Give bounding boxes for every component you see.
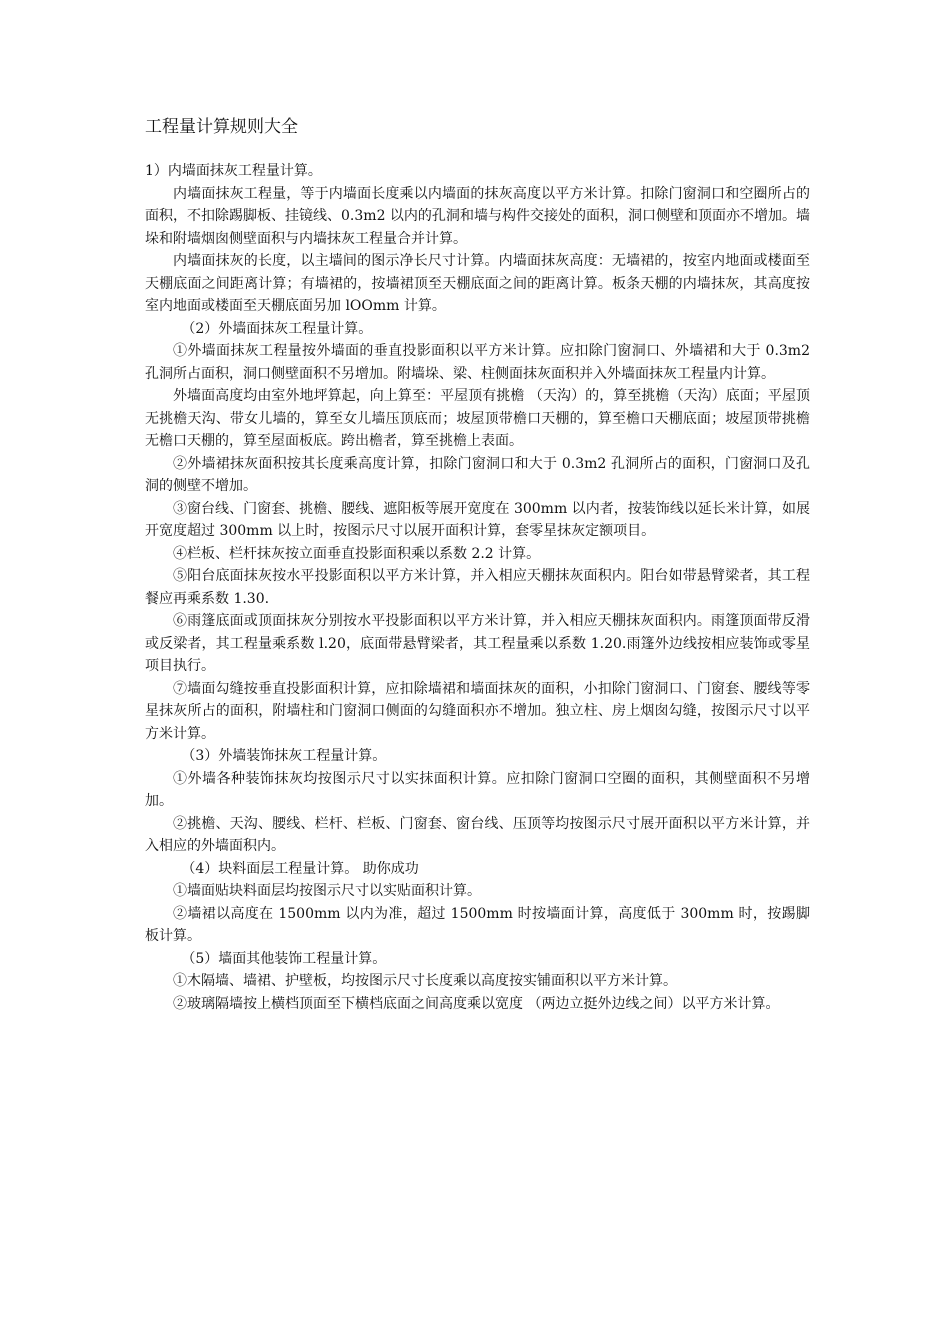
- body-paragraph: ①木隔墙、墙裙、护壁板，均按图示尺寸长度乘以高度按实铺面积以平方米计算。: [173, 973, 677, 989]
- body-paragraph: ②墙裙以高度在 1500mm 以内为准，超过 1500mm 时按墙面计算，高度低于 300mm 时，按踢脚板计算。: [145, 905, 810, 944]
- document-body: [145, 160, 810, 1015]
- body-paragraph: ⑤阳台底面抹灰按水平投影面积以平方米计算，并入相应天棚抹灰面积内。阳台如带悬臂梁者，其工程餐应再乘系数 1.30.: [145, 568, 810, 607]
- body-paragraph: ⑦墙面勾缝按垂直投影面积计算，应扣除墙裙和墙面抹灰的面积，小扣除门窗洞口、门窗套、腰线等零星抹灰所占的面积，附墙柱和门窗洞口侧面的勾缝面积亦不增加。独立柱、房上烟囱勾缝，按图示尺寸以平方米计算。: [145, 680, 810, 742]
- body-paragraph: ①外墙面抹灰工程量按外墙面的垂直投影面积以平方米计算。应扣除门窗洞口、外墙裙和大于 0.3m2 孔洞所占面积，洞口侧壁面积不另增加。附墙垛、梁、柱侧面抹灰面积并入外墙面抹灰工程量内计算。: [145, 343, 810, 382]
- body-paragraph: ⑥雨篷底面或顶面抹灰分别按水平投影面积以平方米计算，并入相应天棚抹灰面积内。雨篷顶面带反滑或反梁者，其工程量乘系数 l.20，底面带悬臂梁者，其工程量乘以系数 1.20.雨篷外边线按相应装饰或零星项目执行。: [145, 613, 810, 674]
- body-paragraph: （2）外墙面抹灰工程量计算。: [181, 320, 373, 337]
- body-paragraph: （3）外墙装饰抹灰工程量计算。: [181, 748, 387, 764]
- body-paragraph: ④栏板、栏杆抹灰按立面垂直投影面积乘以系数 2.2 计算。: [173, 545, 541, 562]
- body-paragraph: 1）内墙面抹灰工程量计算。: [145, 163, 322, 179]
- body-paragraph: 外墙面高度均由室外地坪算起，向上算至：平屋顶有挑檐 （天沟）的，算至挑檐（天沟）底面；平屋顶无挑檐天沟、带女儿墙的，算至女儿墙压顶底而；坡屋顶带檐口天棚的，算至檐口天棚底面；坡屋顶带挑檐无檐口天棚的，算至屋面板底。跨出檐者，算至挑檐上表面。: [145, 388, 810, 449]
- body-paragraph: 内墙面抹灰的长度，以主墙间的图示净长尺寸计算。内墙面抹灰高度：无墙裙的，按室内地面或楼面至天棚底面之间距离计算；有墙裙的，按墙裙顶至天棚底面之间的距离计算。板条天棚的内墙抹灰，其高度按室内地面或楼面至天棚底面另加 lOOmm 计算。: [145, 253, 810, 314]
- body-paragraph: 内墙面抹灰工程量，等于内墙面长度乘以内墙面的抹灰高度以平方米计算。扣除门窗洞口和空圈所占的面积，不扣除踢脚板、挂镜线、0.3m2 以内的孔洞和墙与构件交接处的面积，洞口侧壁和顶面亦不增加。墙垛和附墙烟囱侧壁面积与内墙抹灰工程量合并计算。: [145, 185, 810, 247]
- body-paragraph: （5）墙面其他装饰工程量计算。: [181, 950, 387, 967]
- body-paragraph: ①墙面贴块料面层均按图示尺寸以实贴面积计算。: [173, 883, 481, 899]
- body-paragraph: ①外墙各种装饰抹灰均按图示尺寸以实抹面积计算。应扣除门窗洞口空圈的面积，其侧壁面积不另增加。: [145, 770, 810, 809]
- body-paragraph: ②外墙裙抹灰面积按其长度乘高度计算，扣除门窗洞口和大于 0.3m2 孔洞所占的面积，门窗洞口及孔洞的侧壁不增加。: [145, 455, 810, 494]
- document-title: 工程量计算规则大全: [145, 117, 298, 137]
- body-paragraph: （4）块料面层工程量计算。 助你成功: [181, 860, 419, 877]
- body-paragraph: ②玻璃隔墙按上横档顶面至下横档底面之间高度乘以宽度 （两边立挺外边线之间）以平方米计算。: [173, 995, 780, 1012]
- body-paragraph: ②挑檐、天沟、腰线、栏杆、栏板、门窗套、窗台线、压顶等均按图示尺寸展开面积以平方米计算，并入相应的外墙面积内。: [145, 815, 810, 854]
- body-paragraph: ③窗台线、门窗套、挑檐、腰线、遮阳板等展开宽度在 300mm 以内者，按装饰线以延长米计算，如展开宽度超过 300mm 以上时，按图示尺寸以展开面积计算，套零星抹灰定额项目。: [145, 500, 810, 539]
